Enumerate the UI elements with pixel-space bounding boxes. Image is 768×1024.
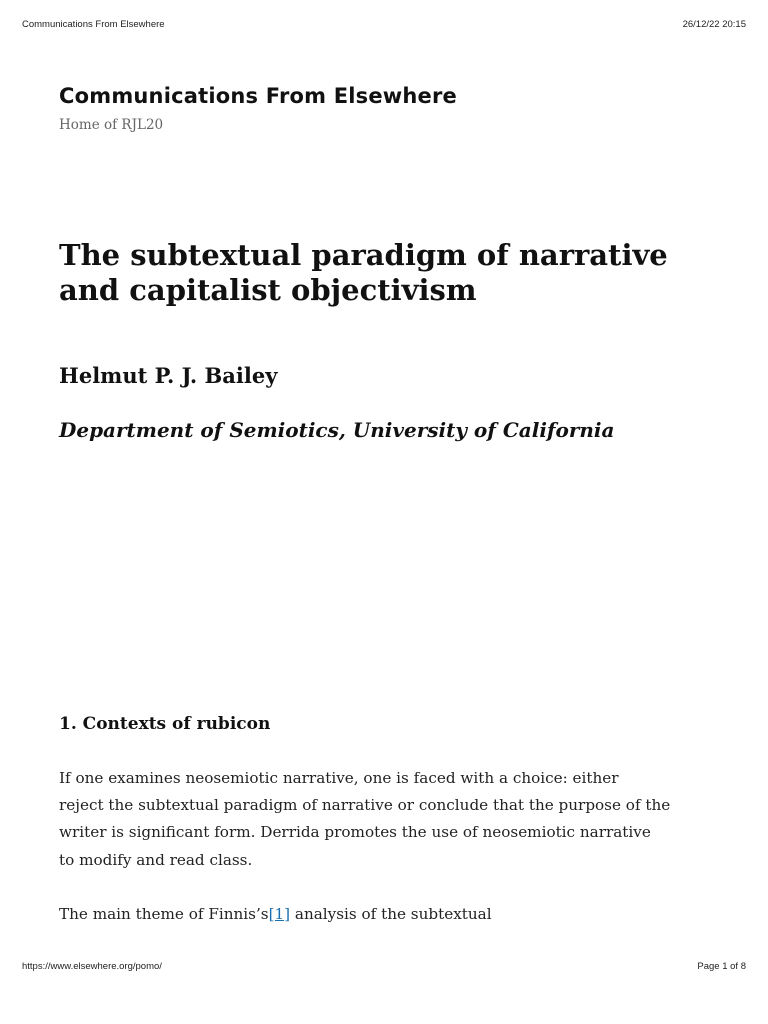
paragraph-1-line-3: writer is significant form. Derrida promotes the use of neosemiotic narrative xyxy=(59,823,651,842)
article-title: The subtextual paradigm of narrative and capitalist objectivism xyxy=(59,238,668,307)
article-author: Helmut P. J. Bailey xyxy=(59,363,278,388)
site-tagline: Home of RJL20 xyxy=(59,117,164,133)
paragraph-1-line-2: reject the subtextual paradigm of narrative or conclude that the purpose of the xyxy=(59,796,671,815)
print-footer-page-number: Page 1 of 8 xyxy=(697,961,746,972)
paragraph-2 xyxy=(59,901,719,928)
print-header-title: Communications From Elsewhere xyxy=(22,19,165,30)
print-header xyxy=(22,19,746,30)
section-heading: 1. Contexts of rubicon xyxy=(59,714,271,734)
paragraph-1 xyxy=(59,765,719,874)
article-affiliation: Department of Semiotics, University of California xyxy=(59,418,615,442)
paragraph-1-line-1: If one examines neosemiotic narrative, one is faced with a choice: either xyxy=(59,769,619,787)
print-header-datetime: 26/12/22 20:15 xyxy=(682,19,746,30)
paragraph-2-text-after: analysis of the subtextual xyxy=(290,905,492,923)
print-footer-url: https://www.elsewhere.org/pomo/ xyxy=(22,961,162,972)
print-footer xyxy=(22,961,746,972)
paragraph-2-text-before: The main theme of Finnis’s xyxy=(59,905,269,923)
footnote-link-1[interactable]: [1] xyxy=(268,905,291,923)
paragraph-1-line-4: to modify and read class. xyxy=(59,850,253,869)
site-title[interactable]: Communications From Elsewhere xyxy=(59,84,458,108)
